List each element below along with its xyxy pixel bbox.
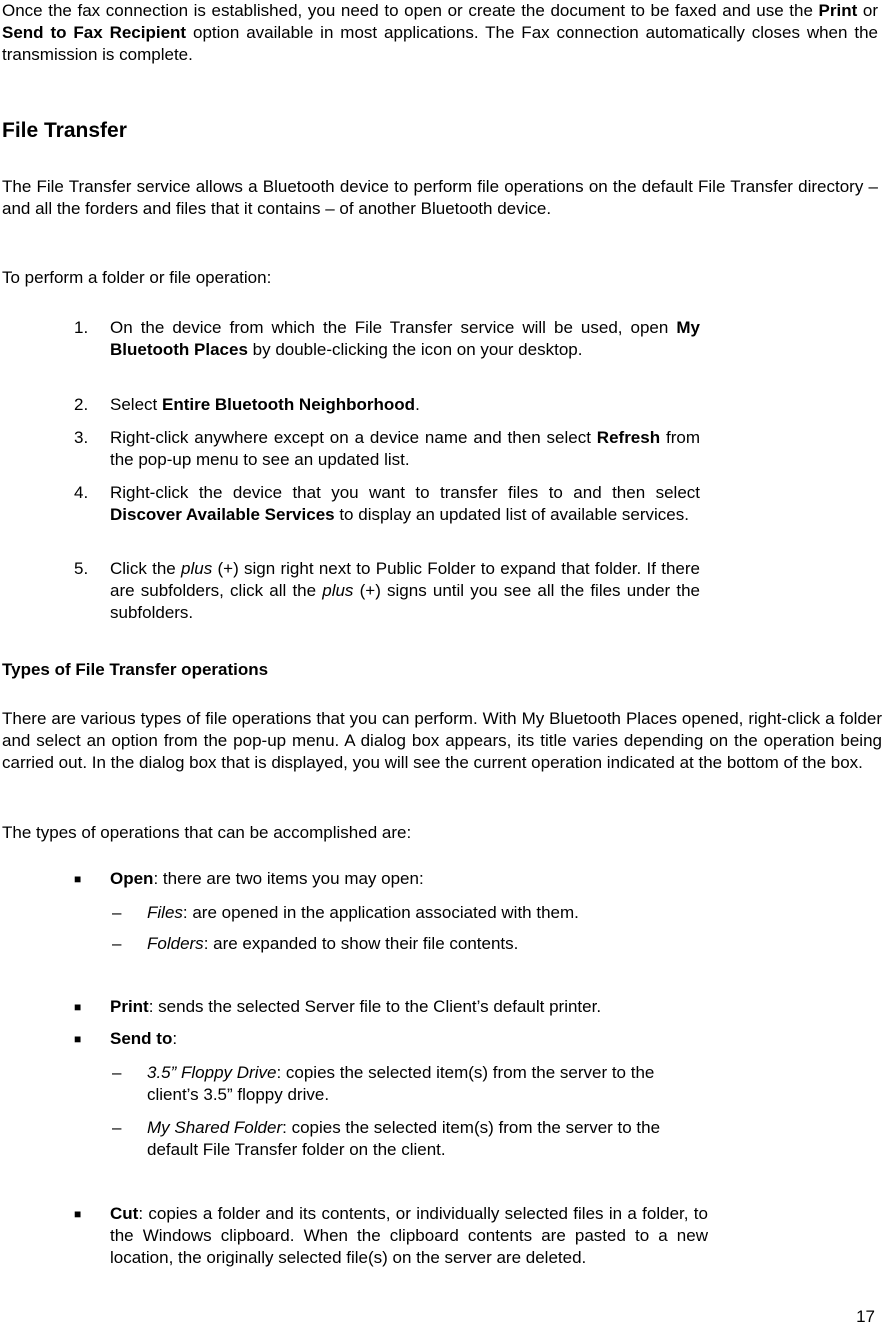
dash-icon: – (112, 934, 122, 953)
dash-icon: – (112, 1063, 122, 1082)
list-item: Click the plus (+) sign right next to Public Folder to expand that folder. If there are subfolders, click all the plus (+) signs until you see all the files under the subfolders. (110, 559, 700, 622)
list-item-folders: Folders: are expanded to show their file contents. (147, 934, 519, 953)
step-number: 4. (74, 483, 89, 502)
list-item: Right-click the device that you want to transfer files to and then select Discover Available Services to display an updated list of available services. (110, 483, 700, 524)
print-term: Print (818, 1, 858, 20)
types-intro: The types of operations that can be accomplished are: (2, 823, 412, 842)
dash-icon: – (112, 1118, 122, 1137)
list-item: Right-click anywhere except on a device name and then select Refresh from the pop-up menu to see an updated list. (110, 428, 700, 469)
list-item-floppy: 3.5” Floppy Drive: copies the selected item(s) from the server to the client’s 3.5” floppy drive. (147, 1063, 655, 1104)
list-item: Select Entire Bluetooth Neighborhood. (110, 395, 420, 414)
list-item-print: Print: sends the selected Server file to the Client’s default printer. (110, 997, 602, 1016)
page-number: 17 (856, 1307, 875, 1326)
list-item-sendto: Send to: (110, 1029, 178, 1048)
intro-paragraph: Once the fax connection is established, you need to open or create the document to be faxed and use the Print or Send to Fax Recipient option available in most applications. The Fax connection automatically closes when the transmission is complete. (2, 1, 879, 64)
types-paragraph: There are various types of file operations that you can perform. With My Bluetooth Places opened, right-click a folder and select an option from the pop-up menu. A dialog box appears, its title varies depending on the operation being carried out. In the dialog box that is displayed, you will see the current operation indicated at the bottom of the box. (2, 709, 882, 772)
step-number: 1. (74, 318, 89, 337)
section-title: File Transfer (2, 119, 127, 142)
dash-icon: – (112, 903, 122, 922)
types-heading: Types of File Transfer operations (2, 660, 269, 679)
list-item-files: Files: are opened in the application associated with them. (147, 903, 579, 922)
list-item-cut: Cut: copies a folder and its contents, or individually selected files in a folder, to the Windows clipboard. When the clipboard contents are pasted to a new location, the originally selected file(s) on the server are deleted. (110, 1204, 708, 1267)
procedure-intro: To perform a folder or file operation: (2, 268, 272, 287)
bullet-icon: ■ (74, 1032, 82, 1046)
list-item: On the device from which the File Transfer service will be used, open My Bluetooth Places by double-clicking the icon on your desktop. (110, 318, 700, 359)
bullet-icon: ■ (74, 1000, 82, 1014)
step-number: 2. (74, 395, 89, 414)
list-item-open: Open: there are two items you may open: (110, 869, 424, 888)
send-fax-term: Send to Fax Recipient (2, 23, 187, 42)
bullet-icon: ■ (74, 872, 82, 886)
step-number: 3. (74, 428, 89, 447)
section-paragraph: The File Transfer service allows a Bluetooth device to perform file operations on the default File Transfer directory – and all the forders and files that it contains – of another Bluetooth device. (2, 177, 878, 218)
bullet-icon: ■ (74, 1207, 82, 1221)
list-item-shared: My Shared Folder: copies the selected item(s) from the server to the default File Transfer folder on the client. (147, 1118, 661, 1159)
step-number: 5. (74, 559, 89, 578)
